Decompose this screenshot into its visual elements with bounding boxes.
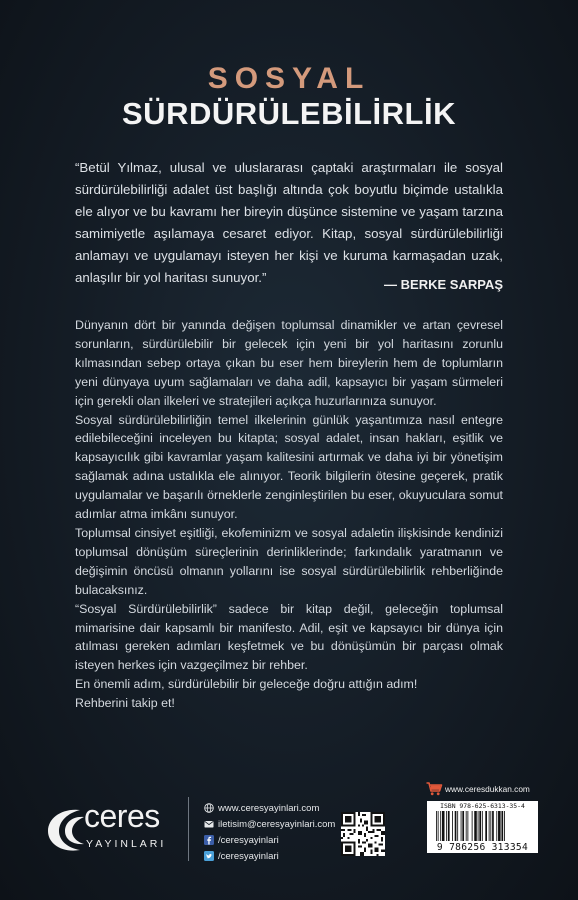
publisher-logo [40, 800, 180, 860]
blurb-paragraph: En önemli adım, sürdürülebilir bir geleceğe doğru attığın adım! [75, 677, 418, 692]
qr-code[interactable] [341, 812, 385, 856]
website-text: www.ceresyayinlari.com [218, 802, 320, 814]
publisher-contacts [203, 800, 335, 864]
barcode-number: 9 786256 313354 [436, 842, 529, 853]
barcode-stripe [467, 811, 468, 841]
barcode [427, 801, 538, 853]
barcode-bars [436, 811, 529, 841]
barcode-stripe [436, 811, 437, 841]
title-line-1: SOSYAL [207, 62, 371, 95]
barcode-stripe [438, 811, 439, 841]
barcode-stripe [498, 811, 501, 841]
envelope-icon [203, 819, 214, 830]
quote-author: — BERKE SARPAŞ [384, 277, 503, 292]
logo-subtitle: YAYINLARI [86, 838, 167, 850]
logo-swoosh-icon [40, 802, 88, 858]
twitter-icon [203, 851, 214, 862]
divider [188, 797, 189, 861]
barcode-stripe [478, 811, 479, 841]
barcode-stripe [448, 811, 450, 841]
barcode-stripe [479, 811, 481, 841]
cart-icon [426, 782, 443, 796]
isbn-text: ISBN 978-625-6313-35-4 [440, 802, 525, 810]
contact-email[interactable] [203, 816, 335, 832]
barcode-stripe [489, 811, 490, 841]
barcode-stripe [442, 811, 445, 841]
barcode-stripe [457, 811, 458, 841]
barcode-stripe [455, 811, 457, 841]
barcode-stripe [504, 811, 505, 841]
facebook-text: /ceresyayinlari [218, 834, 279, 846]
email-text: iletisim@ceresyayinlari.com [218, 818, 336, 830]
barcode-stripe [474, 811, 477, 841]
barcode-stripe [466, 811, 467, 841]
contact-website[interactable] [203, 800, 335, 816]
globe-icon [203, 803, 214, 814]
barcode-stripe [472, 811, 473, 841]
store-link[interactable] [426, 782, 530, 796]
barcode-stripe [461, 811, 462, 841]
barcode-stripe [496, 811, 497, 841]
twitter-text: /ceresyayinlari [218, 850, 279, 862]
blurb-paragraph: Rehberini takip et! [75, 696, 175, 711]
blurb-paragraph: “Sosyal Sürdürülebilirlik” sadece bir kitap değil, geleceğin toplumsal mimarisine dair kapsamlı bir manifesto. Adil, eşit ve kapsayıcı bir dünya için atılması gereken adımları keşfetmek ve bu dönüşümün bir parçası olmak isteyen herkes için vazgeçilmez bir rehber. [75, 601, 503, 673]
barcode-stripe [446, 811, 447, 841]
barcode-stripe [440, 811, 441, 841]
barcode-stripe [492, 811, 494, 841]
blurb [75, 316, 503, 713]
facebook-icon [203, 835, 214, 846]
title-line-2: SÜRDÜRÜLEBİLİRLİK [122, 96, 456, 131]
barcode-stripe [501, 811, 503, 841]
contact-facebook[interactable] [203, 832, 335, 848]
blurb-paragraph: Dünyanın dört bir yanında değişen toplumsal dinamikler ve artan çevresel sorunların, sürdürülebilir bir gelecek için yeni bir yol haritasını zorunlu kılmasından sebep ortaya çıkan bu eser hem bireylerin hem de toplumların yeni dünyaya uyum sağlamaları ve daha adil, kapsayıcı bir yaşam sürmeleri için gerekli olan ilkeleri ve stratejileri açıkça huzurlarınıza sunuyor. [75, 318, 503, 408]
barcode-stripe [452, 811, 453, 841]
barcode-stripe [490, 811, 491, 841]
store-url: www.ceresdukkan.com [445, 784, 530, 794]
contact-twitter[interactable] [203, 848, 335, 864]
barcode-stripe [482, 811, 483, 841]
endorsement-quote: “Betül Yılmaz, ulusal ve uluslararası çaptaki araştırmaları ile sosyal sürdürülebilirliği adalet üst başlığı altında çok boyutlu biçimde ustalıkla ele alıyor ve bu kavramı her bireyin düşünce sistemine ve yaşam tarzına samimiyetle aşılamaya cesaret ediyor. Kitap, sosyal sürdürülebilirliği anlamayı ve uygulamayı isteyen her kişi ve kuruma karmaşadan uzak, anlaşılır bir yol haritası sunuyor.” [75, 160, 503, 285]
barcode-stripe [462, 811, 464, 841]
barcode-stripe [485, 811, 487, 841]
blurb-paragraph: Sosyal sürdürülebilirliğin temel ilkelerinin günlük yaşantımıza nasıl entegre edilebileceğini inceleyen bu kitapta; sosyal adalet, insan hakları, eşitlik ve kapsayıcılık gibi kavramlar yaşam kalitesini artırmak ve daha iyi bir yönetişim sağlamak adına ustalıkla ele alınıyor. Teorik bilgilerin ötesine geçerek, pratik uygulamalar ve başarılı örneklerle zenginleştirilen bu eser, okuyuculara somut adımlar atma imkânı sunuyor. [75, 412, 503, 522]
blurb-paragraph: Toplumsal cinsiyet eşitliği, ekofeminizm ve sosyal adaletin ilişkisinde kendinizi toplumsal dönüşüm süreçlerinin derinliklerinde; farkındalık yaratmanın ve değişimin öncüsü olmanın yollarını ise sosyal sürdürülebilirlik rehberliğinde bulacaksınız. [75, 525, 503, 597]
logo-wordmark: ceres [84, 798, 160, 834]
